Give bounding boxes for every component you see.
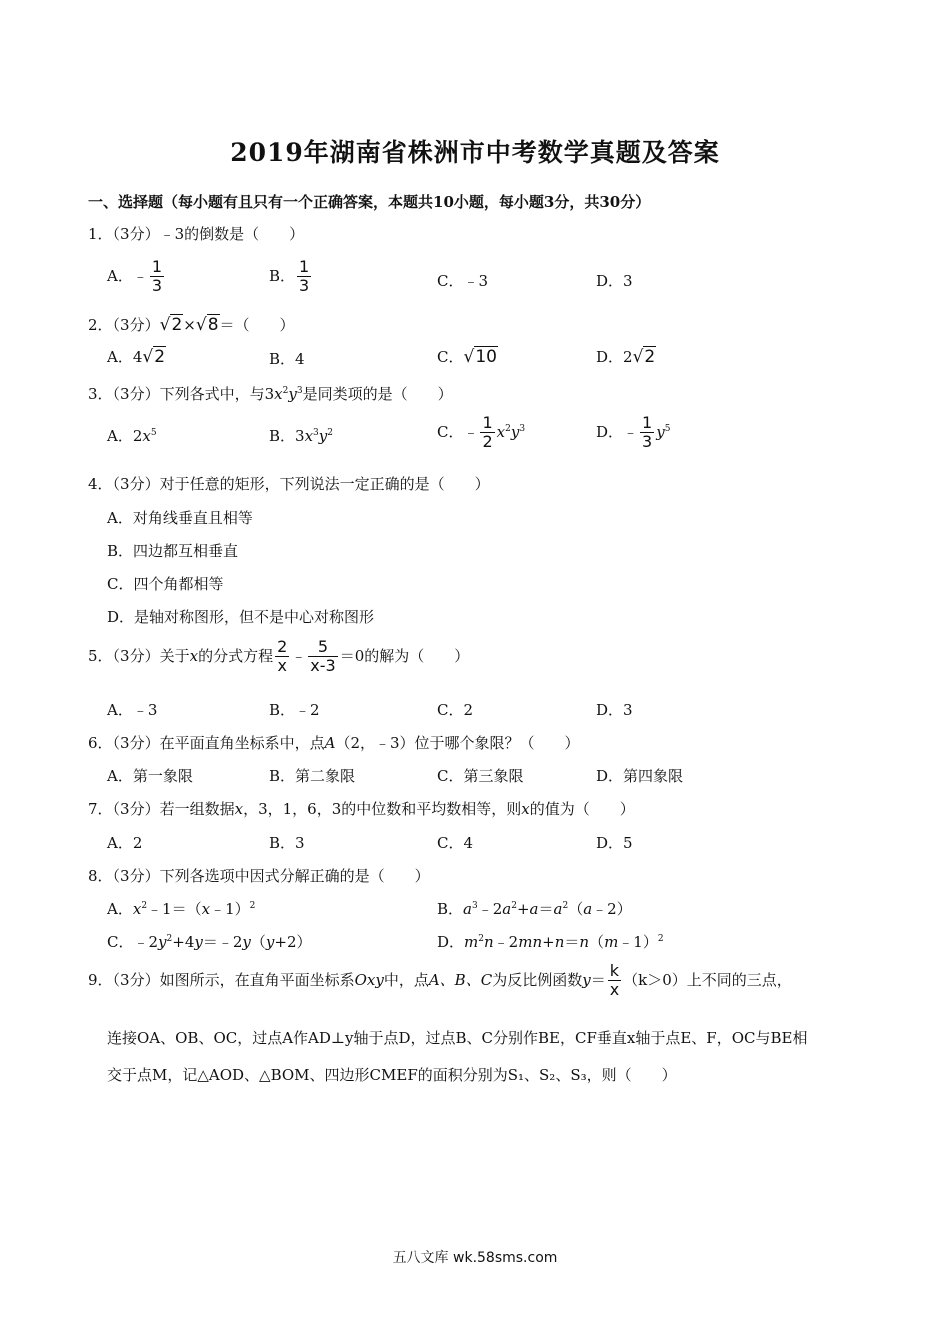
question-5-stem: 5．（3分）关于x的分式方程 $\frac{2}{x}$ ﹣ $\frac{5}{x-3}$ ＝0的解为（ ） — [88, 637, 470, 676]
q2-option-b: B．4 — [269, 350, 305, 368]
question-6-stem: 6．（3分）在平面直角坐标系中，点A（2，﹣3）位于哪个象限？（ ） — [88, 734, 580, 752]
q4-option-a: A．对角线垂直且相等 — [107, 509, 253, 527]
q1-option-d: D．3 — [596, 272, 633, 290]
q4-option-b: B．四边都互相垂直 — [107, 542, 239, 560]
question-9-line-2: 连接OA、OB、OC，过点A作AD⊥y轴于点D，过点B、C分别作BE，CF垂直x轴于点E、F，OC与BE相 — [107, 1029, 808, 1047]
question-8-stem: 8．（3分）下列各选项中因式分解正确的是（ ） — [88, 867, 430, 885]
fraction: $\frac{1}{3}$ — [299, 257, 310, 296]
q7-option-b: B．3 — [269, 834, 305, 852]
q4-option-d: D．是轴对称图形，但不是中心对称图形 — [107, 608, 375, 626]
q7-option-d: D．5 — [596, 834, 633, 852]
q8-option-a: A．$x^2﹣1=(x﹣1)^2$ — [107, 900, 256, 918]
q7-option-a: A．2 — [107, 834, 143, 852]
question-1-stem: 1．（3分）﹣3的倒数是（ ） — [88, 225, 305, 243]
q5-option-b: B．﹣2 — [269, 701, 320, 719]
q3-option-d: D．﹣ $\frac{1}{3}$ $y^5$ — [596, 413, 671, 452]
q3-option-b: B．$3x^3y^2$ — [269, 427, 333, 445]
radical-sign: √ — [159, 315, 171, 335]
question-7-stem: 7．（3分）若一组数据x，3，1，6，3的中位数和平均数相等，则x的值为（ ） — [88, 800, 635, 818]
q6-option-a: A．第一象限 — [107, 767, 193, 785]
q2-option-c: C．√10 — [437, 347, 497, 367]
fraction: $\frac{1}{3}$ — [151, 257, 163, 296]
question-9-stem: 9．（3分）如图所示，在直角平面坐标系Oxy中，点A、B、C为反比例函数y＝ $\frac{k}{x}$ （k＞0）上不同的三点， — [88, 961, 792, 1000]
radical-sign: √ — [195, 315, 207, 335]
q1-option-a: A．﹣ $\frac{1}{3}$ — [107, 257, 163, 296]
q2-option-a: A．4√2 — [107, 347, 166, 367]
q5-option-c: C．2 — [437, 701, 474, 719]
question-4-stem: 4．（3分）对于任意的矩形，下列说法一定正确的是（ ） — [88, 475, 490, 493]
q5-option-d: D．3 — [596, 701, 633, 719]
page-title: 2019年湖南省株洲市中考数学真题及答案 — [230, 138, 720, 167]
q1-option-b: B． $\frac{1}{3}$ — [269, 257, 310, 296]
q2-option-d: D．2√2 — [596, 347, 656, 367]
section-heading: 一、选择题（每小题有且只有一个正确答案，本题共10小题，每小题3分，共30分） — [88, 193, 651, 211]
q1-option-c: C．﹣3 — [437, 272, 489, 290]
q8-option-b: B．$a^3﹣2a^2+a=a^2(a﹣2)$ — [437, 900, 632, 918]
q6-option-b: B．第二象限 — [269, 767, 356, 785]
q7-option-c: C．4 — [437, 834, 474, 852]
q3-option-c: C．﹣ $\frac{1}{2}$ $x^2y^3$ — [437, 413, 526, 452]
q4-option-c: C．四个角都相等 — [107, 575, 224, 593]
q8-option-d: D．$m^2n﹣2mn+n=n(m﹣1)^2$ — [437, 933, 664, 951]
question-3-stem: 3．（3分）下列各式中，与$3x^2y^3$是同类项的是（ ） — [88, 385, 453, 403]
q6-option-d: D．第四象限 — [596, 767, 684, 785]
question-2-stem: 2．（3分）√2×√8＝（ ） — [88, 315, 295, 335]
q6-option-c: C．第三象限 — [437, 767, 524, 785]
q8-option-c: C．$﹣2y^2+4y=﹣2y(y+2)$ — [107, 933, 312, 951]
question-9-line-3: 交于点M，记△AOD、△BOM、四边形CMEF的面积分别为S₁、S₂、S₃，则（ ） — [107, 1066, 677, 1084]
q3-option-a: A．$2x^5$ — [107, 427, 157, 445]
footer-watermark: 五八文库 wk.58sms.com — [392, 1250, 558, 1266]
q5-option-a: A．﹣3 — [107, 701, 158, 719]
